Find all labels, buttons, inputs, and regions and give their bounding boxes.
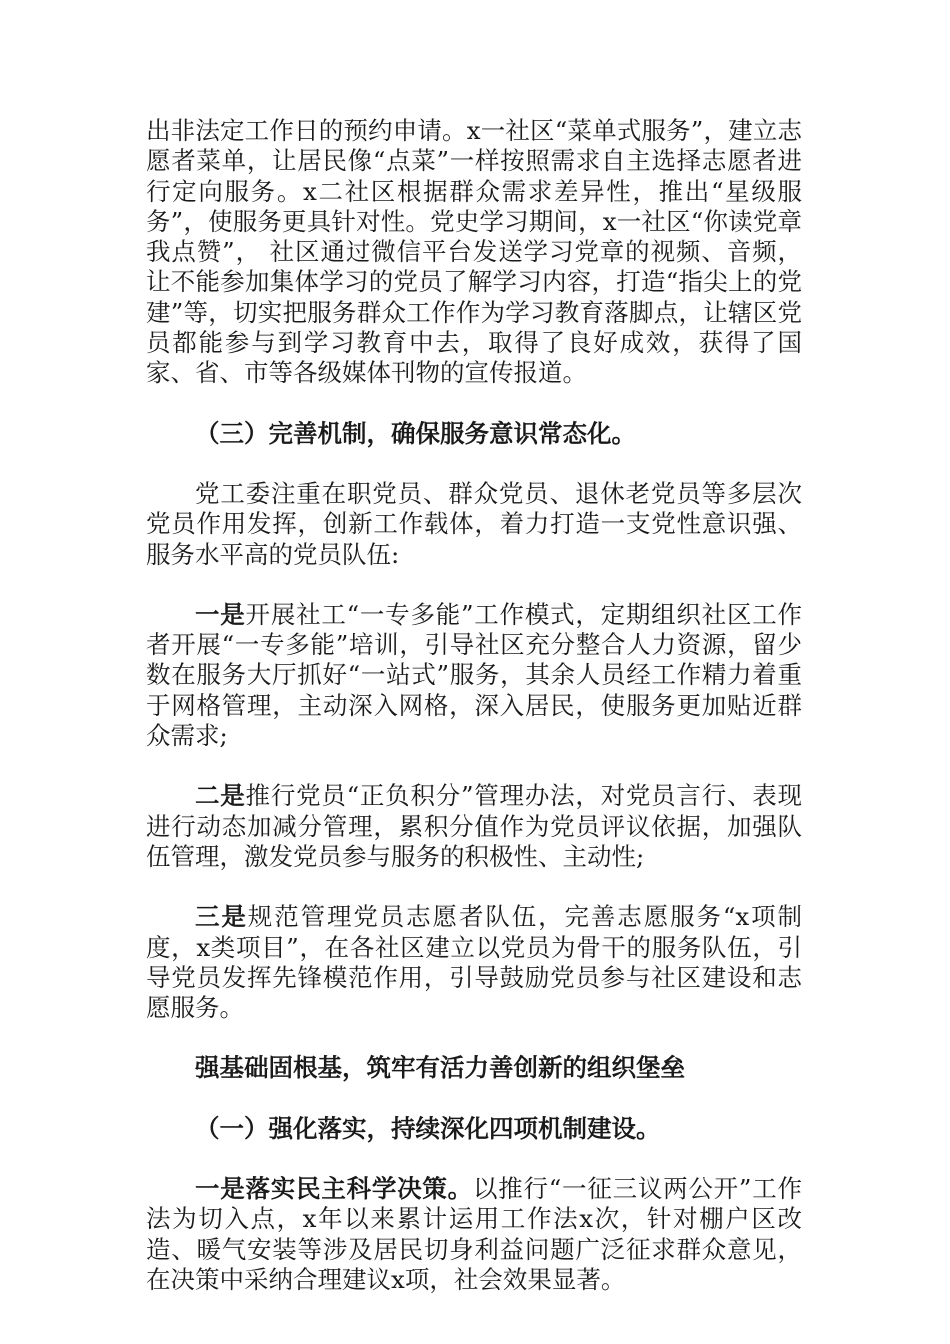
paragraph-point-one [146,600,802,751]
section-heading-improve-mechanism: （三）完善机制，确保服务意识常态化。 [195,418,636,448]
paragraph-gap [146,1023,802,1053]
paragraph-gap [146,1084,802,1114]
paragraph-gap [146,872,802,902]
paragraph-service-menu: 出非法定工作日的预约申请。x一社区“菜单式服务”，建立志愿者菜单，让居民像“点菜”一样按照需求自主选择志愿者进行定向服务。x二社区根据群众需求差异性，推出“星级服务”，使服务更具针对性。党史学习期间，x一社区“你读党章我点赞”， 社区通过微信平台发送学习党章的视频、音频，让不能参加集体学习的党员了解学习内容，打造“指尖上的党建”等，切实把服务群众工作作为学习教育落脚点，让辖区党员都能参与到学习教育中去，取得了良好成效，获得了国家、省、市等各级媒体刊物的宣传报道。 [146,116,802,388]
point-three-text: 规范管理党员志愿者队伍，完善志愿服务“x项制度，x类项目”，在各社区建立以党员为骨干的服务队伍，引导党员发挥先锋模范作用，引导鼓励党员参与社区建设和志愿服务。 [146,902,803,1023]
paragraph-point-three [146,902,802,1023]
paragraph-gap [146,751,802,781]
democratic-decision-text: 以推行“一征三议两公开”工作法为切入点，x年以来累计运用工作法x次，针对棚户区改造、暖气安装等涉及居民切身利益问题广泛征求群众意见，在决策中采纳合理建议x项，社会效果显著。 [146,1174,802,1294]
paragraph-gap [146,389,802,419]
paragraph-party-committee: 党工委注重在职党员、群众党员、退休老党员等多层次党员作用发挥，创新工作载体，着力打造一支党性意识强、服务水平高的党员队伍: [146,478,802,569]
democratic-decision-lead: 一是落实民主科学决策。 [195,1174,473,1204]
point-two-lead: 二是 [195,781,246,811]
point-one-text: 开展社工“一专多能”工作模式，定期组织社区工作者开展“一专多能”培训，引导社区充分整合人力资源，留少数在服务大厅抓好“一站式”服务，其余人员经工作精力着重于网格管理，主动深入网格，深入居民，使服务更加贴近群众需求; [146,599,802,751]
point-two-text: 推行党员“正负积分”管理办法，对党员言行、表现进行动态加减分管理，累积分值作为党员评议依据，加强队伍管理，激发党员参与服务的积极性、主动性; [146,781,802,871]
paragraph-point-two [146,781,802,872]
point-three-lead: 三是 [195,902,248,932]
section-heading-strengthen-foundation: 强基础固根基，筑牢有活力善创新的组织堡垒 [195,1053,685,1083]
point-one-lead: 一是 [195,599,246,629]
paragraph-gap [146,449,802,479]
paragraph-democratic-decision [146,1174,802,1295]
document-body [146,116,802,1295]
paragraph-gap [146,570,802,600]
paragraph-gap [146,1144,802,1174]
section-heading-four-mechanisms: （一）强化落实，持续深化四项机制建设。 [195,1113,661,1143]
